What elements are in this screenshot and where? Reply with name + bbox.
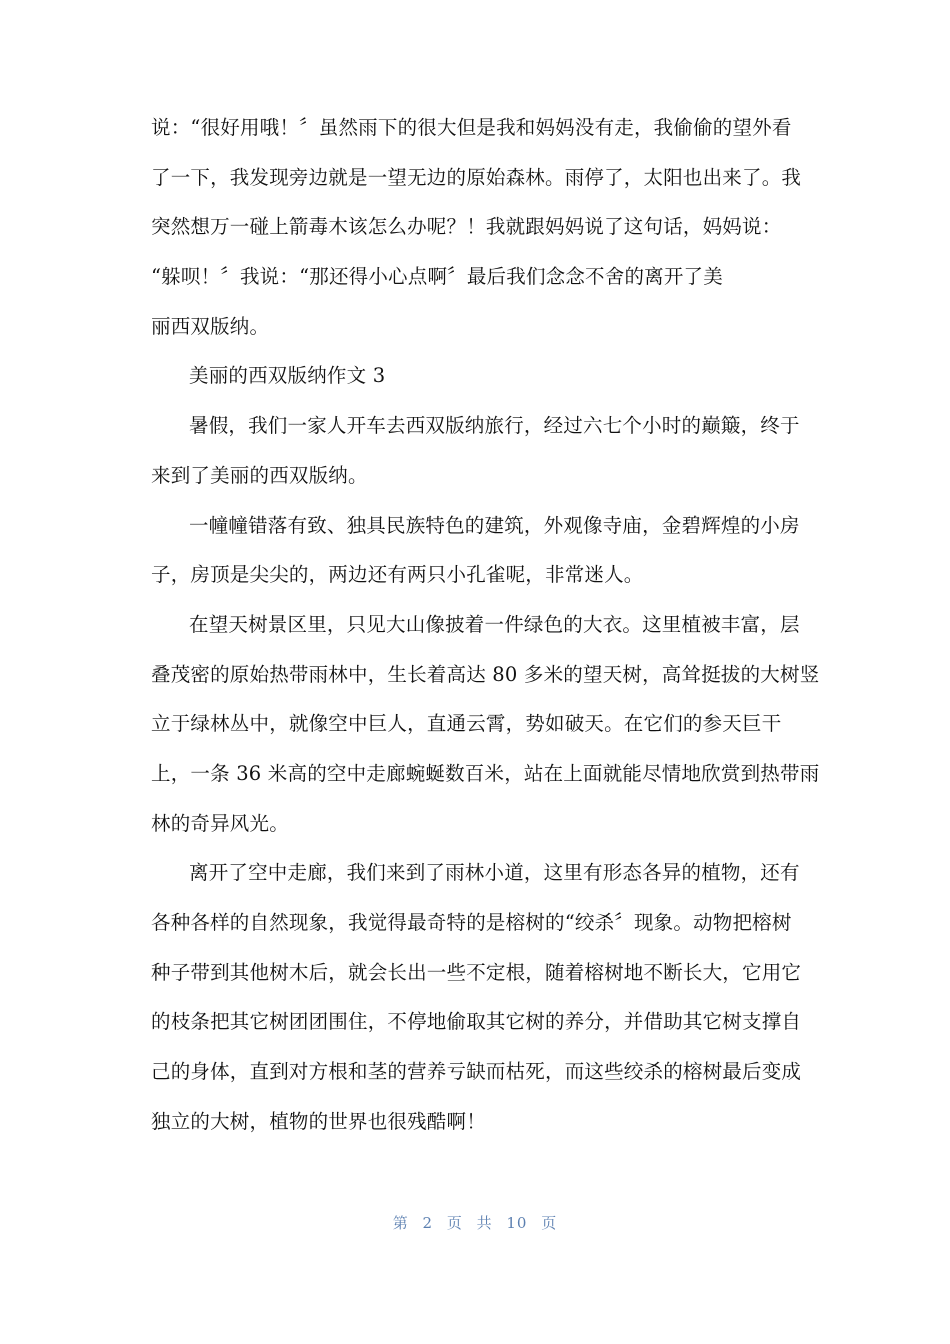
text-line: 丽西双版纳。	[151, 314, 270, 338]
text-line: 子，房顶是尖尖的，两边还有两只小孔雀呢，非常迷人。	[151, 563, 644, 587]
text-line: 独立的大树，植物的世界也很残酷啊！	[151, 1109, 486, 1133]
text-line: 立于绿林丛中，就像空中巨人，直通云霄，势如破天。在它们的参天巨干	[151, 712, 782, 736]
text-line: 的枝条把其它树团团围住，不停地偷取其它树的养分，并借助其它树支撑自	[151, 1010, 802, 1034]
text-line: 突然想万一碰上箭毒木该怎么办呢？！我就跟妈妈说了这句话，妈妈说：	[151, 215, 782, 239]
paragraph-start-line: 离开了空中走廊，我们来到了雨林小道，这里有形态各异的植物，还有	[189, 861, 800, 885]
text-line: 上，一条 36 米高的空中走廊蜿蜒数百米，站在上面就能尽情地欣赏到热带雨	[151, 761, 820, 785]
text-line: 己的身体，直到对方根和茎的营养亏缺而枯死，而这些绞杀的榕树最后变成	[151, 1060, 802, 1084]
paragraph-start-line: 在望天树景区里，只见大山像披着一件绿色的大衣。这里植被丰富，层	[189, 612, 800, 636]
text-line: 种子带到其他树木后，就会长出一些不定根，随着榕树地不断长大，它用它	[151, 960, 802, 984]
page-number-footer: 第 2 页 共 10 页	[392, 1214, 558, 1232]
document-body	[151, 103, 820, 1146]
paragraph-start-line: 一幢幢错落有致、独具民族特色的建筑，外观像寺庙，金碧辉煌的小房	[189, 513, 800, 537]
text-line: 说：“很好用哦！〞虽然雨下的很大但是我和妈妈没有走，我偷偷的望外看	[151, 116, 792, 139]
paragraph-start-line: 暑假，我们一家人开车去西双版纳旅行，经过六七个小时的巅簸，终于	[189, 414, 800, 438]
text-line: 林的奇异风光。	[151, 811, 289, 835]
text-line: 各种各样的自然现象，我觉得最奇特的是榕树的“绞杀〞现象。动物把榕树	[151, 911, 792, 934]
text-line: “躲呗！〞我说：“那还得小心点啊〞最后我们念念不舍的离开了美	[151, 265, 723, 289]
section-heading: 美丽的西双版纳作文 3	[189, 364, 386, 388]
text-line: 了一下，我发现旁边就是一望无边的原始森林。雨停了，太阳也出来了。我	[151, 165, 802, 189]
text-line: 来到了美丽的西双版纳。	[151, 463, 368, 487]
text-line: 叠茂密的原始热带雨林中，生长着高达 80 多米的望天树，高耸挺拔的大树竖	[151, 662, 820, 686]
